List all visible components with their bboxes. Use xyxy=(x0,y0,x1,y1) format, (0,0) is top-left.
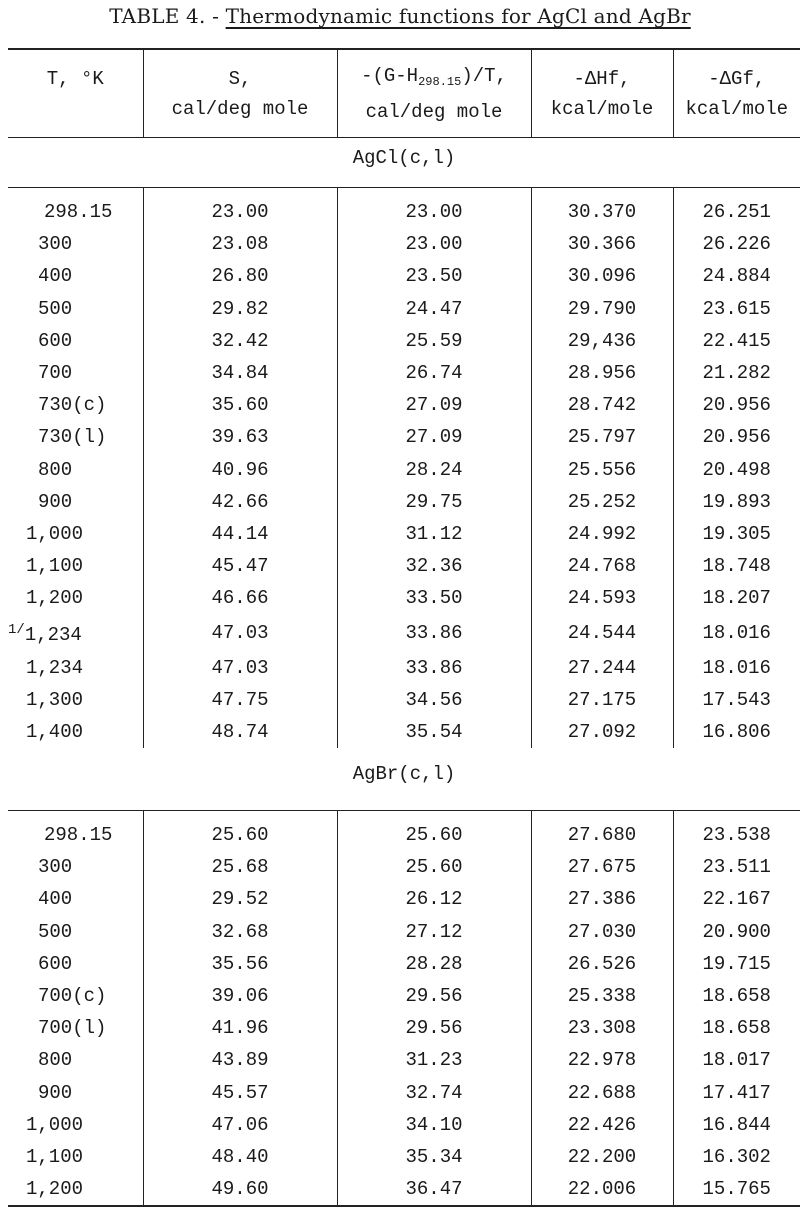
temperature-cell: 1,400 xyxy=(26,720,84,743)
section-spacer xyxy=(8,188,800,197)
value-cell: 24.992 xyxy=(531,518,673,550)
temperature-cell: 298.15 xyxy=(44,824,113,847)
value-cell: 24.884 xyxy=(673,260,800,292)
value-cell: 43.89 xyxy=(143,1044,337,1076)
table-row xyxy=(8,716,800,748)
value-cell: 49.60 xyxy=(143,1173,337,1206)
value-cell: 35.54 xyxy=(337,716,531,748)
thermodynamic-table xyxy=(8,48,800,1207)
value-cell: 45.57 xyxy=(143,1077,337,1109)
table-row xyxy=(8,293,800,325)
value-cell: 23.308 xyxy=(531,1012,673,1044)
value-cell: 25.68 xyxy=(143,851,337,883)
temperature-cell: 800 xyxy=(38,458,73,481)
temperature-cell: 730(c) xyxy=(38,394,107,417)
temperature-cell: 300 xyxy=(38,856,73,879)
temperature-cell: 1,300 xyxy=(26,688,84,711)
temperature-cell: 1,200 xyxy=(8,1173,143,1206)
temperature-cell: 800 xyxy=(38,1049,73,1072)
value-cell: 41.96 xyxy=(143,1012,337,1044)
value-cell: 30.366 xyxy=(531,228,673,260)
value-cell: 19.305 xyxy=(673,518,800,550)
section-header-row xyxy=(8,138,800,188)
value-cell: 22.167 xyxy=(673,883,800,915)
value-cell: 23.00 xyxy=(337,196,531,228)
value-cell: 20.900 xyxy=(673,916,800,948)
value-cell: 29.75 xyxy=(337,486,531,518)
value-cell: 27.09 xyxy=(337,389,531,421)
value-cell: 31.12 xyxy=(337,518,531,550)
temperature-cell: 1,000 xyxy=(26,1113,84,1136)
table-row xyxy=(8,421,800,453)
column-header-enthalpy-formation: -ΔHf, kcal/mole xyxy=(531,49,673,138)
value-cell: 19.715 xyxy=(673,948,800,980)
value-cell: 33.86 xyxy=(337,614,531,651)
value-cell: 21.282 xyxy=(673,357,800,389)
value-cell: 30.370 xyxy=(531,196,673,228)
value-cell: 18.016 xyxy=(673,614,800,651)
temperature-cell: 1,100 xyxy=(26,1145,84,1168)
value-cell: 28.742 xyxy=(531,389,673,421)
temperature-cell: 730(l) xyxy=(38,426,107,449)
table-header xyxy=(8,49,800,138)
value-cell: 24.768 xyxy=(531,550,673,582)
value-cell: 17.543 xyxy=(673,684,800,716)
temperature-cell: 500 xyxy=(38,920,73,943)
table-label: TABLE 4. - xyxy=(109,4,220,28)
temperature-cell: 1,000 xyxy=(26,522,84,545)
table-row xyxy=(8,684,800,716)
value-cell: 32.74 xyxy=(337,1077,531,1109)
value-cell: 35.34 xyxy=(337,1141,531,1173)
value-cell: 27.680 xyxy=(531,819,673,851)
value-cell: 25.60 xyxy=(337,851,531,883)
value-cell: 34.56 xyxy=(337,684,531,716)
table-row xyxy=(8,651,800,683)
column-header-temperature: T, °K xyxy=(8,49,143,138)
table-row xyxy=(8,883,800,915)
value-cell: 18.748 xyxy=(673,550,800,582)
value-cell: 23.08 xyxy=(143,228,337,260)
value-cell: 47.06 xyxy=(143,1109,337,1141)
temperature-cell: 600 xyxy=(38,952,73,975)
temperature-cell: 700(c) xyxy=(38,985,107,1008)
value-cell: 31.23 xyxy=(337,1044,531,1076)
value-cell: 33.86 xyxy=(337,651,531,683)
table-row xyxy=(8,1141,800,1173)
value-cell: 23.511 xyxy=(673,851,800,883)
temperature-cell: 600 xyxy=(38,329,73,352)
value-cell: 22.415 xyxy=(673,325,800,357)
table-row xyxy=(8,389,800,421)
temperature-cell: 400 xyxy=(38,888,73,911)
temperature-cell: 900 xyxy=(38,1081,73,1104)
table-row xyxy=(8,1109,800,1141)
value-cell: 29.56 xyxy=(337,1012,531,1044)
value-cell: 26.526 xyxy=(531,948,673,980)
table-body xyxy=(8,138,800,1207)
section-header-row xyxy=(8,748,800,811)
value-cell: 24.47 xyxy=(337,293,531,325)
value-cell: 29.56 xyxy=(337,980,531,1012)
value-cell: 18.017 xyxy=(673,1044,800,1076)
value-cell: 22.426 xyxy=(531,1109,673,1141)
value-cell: 27.12 xyxy=(337,916,531,948)
temperature-cell: 1,234 xyxy=(26,656,84,679)
column-header-entropy: S, cal/deg mole xyxy=(143,49,337,138)
value-cell: 27.675 xyxy=(531,851,673,883)
value-cell: 22.978 xyxy=(531,1044,673,1076)
temperature-cell: 1,100 xyxy=(26,555,84,578)
table-row xyxy=(8,357,800,389)
value-cell: 25.252 xyxy=(531,486,673,518)
table-row xyxy=(8,916,800,948)
value-cell: 25.60 xyxy=(143,819,337,851)
value-cell: 16.806 xyxy=(673,716,800,748)
value-cell: 22.688 xyxy=(531,1077,673,1109)
table-row xyxy=(8,1044,800,1076)
value-cell: 22.006 xyxy=(531,1173,673,1206)
value-cell: 26.226 xyxy=(673,228,800,260)
value-cell: 27.386 xyxy=(531,883,673,915)
table-row xyxy=(8,260,800,292)
value-cell: 28.956 xyxy=(531,357,673,389)
value-cell: 23.00 xyxy=(143,196,337,228)
table-row xyxy=(8,1173,800,1206)
value-cell: 25.797 xyxy=(531,421,673,453)
value-cell: 24.593 xyxy=(531,582,673,614)
temperature-cell: 500 xyxy=(38,297,73,320)
value-cell: 45.47 xyxy=(143,550,337,582)
value-cell: 29.790 xyxy=(531,293,673,325)
value-cell: 22.200 xyxy=(531,1141,673,1173)
footnote-mark: 1/ xyxy=(8,622,25,639)
value-cell: 27.030 xyxy=(531,916,673,948)
value-cell: 29,436 xyxy=(531,325,673,357)
value-cell: 24.544 xyxy=(531,614,673,651)
value-cell: 23.50 xyxy=(337,260,531,292)
value-cell: 20.956 xyxy=(673,389,800,421)
value-cell: 25.556 xyxy=(531,454,673,486)
value-cell: 19.893 xyxy=(673,486,800,518)
table-row xyxy=(8,582,800,614)
value-cell: 15.765 xyxy=(673,1173,800,1206)
value-cell: 20.498 xyxy=(673,454,800,486)
value-cell: 26.80 xyxy=(143,260,337,292)
value-cell: 47.03 xyxy=(143,614,337,651)
value-cell: 28.24 xyxy=(337,454,531,486)
value-cell: 32.36 xyxy=(337,550,531,582)
value-cell: 29.52 xyxy=(143,883,337,915)
value-cell: 23.538 xyxy=(673,819,800,851)
table-row xyxy=(8,454,800,486)
table-row xyxy=(8,1012,800,1044)
value-cell: 27.175 xyxy=(531,684,673,716)
column-header-gibbs-formation: -ΔGf, kcal/mole xyxy=(673,49,800,138)
temperature-cell: 700 xyxy=(38,362,73,385)
value-cell: 39.06 xyxy=(143,980,337,1012)
table-row xyxy=(8,851,800,883)
value-cell: 29.82 xyxy=(143,293,337,325)
value-cell: 44.14 xyxy=(143,518,337,550)
temperature-cell: 1,200 xyxy=(26,587,84,610)
value-cell: 18.658 xyxy=(673,1012,800,1044)
temperature-cell: $^{1/}$1,234 xyxy=(8,622,82,647)
value-cell: 27.092 xyxy=(531,716,673,748)
value-cell: 47.03 xyxy=(143,651,337,683)
value-cell: 16.844 xyxy=(673,1109,800,1141)
temperature-cell: 400 xyxy=(38,265,73,288)
value-cell: 26.251 xyxy=(673,196,800,228)
table-row xyxy=(8,486,800,518)
value-cell: 34.84 xyxy=(143,357,337,389)
section-title: AgBr(c,l) xyxy=(8,748,800,811)
value-cell: 30.096 xyxy=(531,260,673,292)
temperature-cell: 298.15 xyxy=(44,201,113,224)
table-row xyxy=(8,325,800,357)
section-spacer xyxy=(8,811,800,820)
value-cell: 18.658 xyxy=(673,980,800,1012)
value-cell: 42.66 xyxy=(143,486,337,518)
value-cell: 27.09 xyxy=(337,421,531,453)
table-title: Thermodynamic functions for AgCl and AgBr xyxy=(225,4,691,28)
section-title: AgCl(c,l) xyxy=(8,138,800,188)
value-cell: 18.207 xyxy=(673,582,800,614)
table-row xyxy=(8,550,800,582)
value-cell: 25.59 xyxy=(337,325,531,357)
value-cell: 34.10 xyxy=(337,1109,531,1141)
value-cell: 28.28 xyxy=(337,948,531,980)
value-cell: 18.016 xyxy=(673,651,800,683)
value-cell: 35.56 xyxy=(143,948,337,980)
value-cell: 16.302 xyxy=(673,1141,800,1173)
value-cell: 48.40 xyxy=(143,1141,337,1173)
value-cell: 25.60 xyxy=(337,819,531,851)
value-cell: 32.42 xyxy=(143,325,337,357)
table-row xyxy=(8,980,800,1012)
temperature-cell: 300 xyxy=(38,233,73,256)
table-row xyxy=(8,228,800,260)
value-cell: 35.60 xyxy=(143,389,337,421)
value-cell: 39.63 xyxy=(143,421,337,453)
value-cell: 33.50 xyxy=(337,582,531,614)
value-cell: 25.338 xyxy=(531,980,673,1012)
value-cell: 20.956 xyxy=(673,421,800,453)
table-row xyxy=(8,819,800,851)
column-header-free-energy-function: $-(G-H_{298.15})/T$, cal/deg mole xyxy=(337,49,531,138)
value-cell: 26.74 xyxy=(337,357,531,389)
value-cell: 47.75 xyxy=(143,684,337,716)
value-cell: 48.74 xyxy=(143,716,337,748)
value-cell: 23.615 xyxy=(673,293,800,325)
value-cell: 23.00 xyxy=(337,228,531,260)
value-cell: 32.68 xyxy=(143,916,337,948)
table-row xyxy=(8,948,800,980)
temperature-cell: 700(l) xyxy=(38,1017,107,1040)
temperature-cell: 900 xyxy=(38,490,73,513)
value-cell: 27.244 xyxy=(531,651,673,683)
table-row xyxy=(8,518,800,550)
value-cell: 36.47 xyxy=(337,1173,531,1206)
value-cell: 40.96 xyxy=(143,454,337,486)
table-caption xyxy=(0,4,800,28)
value-cell: 26.12 xyxy=(337,883,531,915)
table-row xyxy=(8,1077,800,1109)
table-row xyxy=(8,196,800,228)
value-cell: 17.417 xyxy=(673,1077,800,1109)
value-cell: 46.66 xyxy=(143,582,337,614)
table-row xyxy=(8,614,800,651)
